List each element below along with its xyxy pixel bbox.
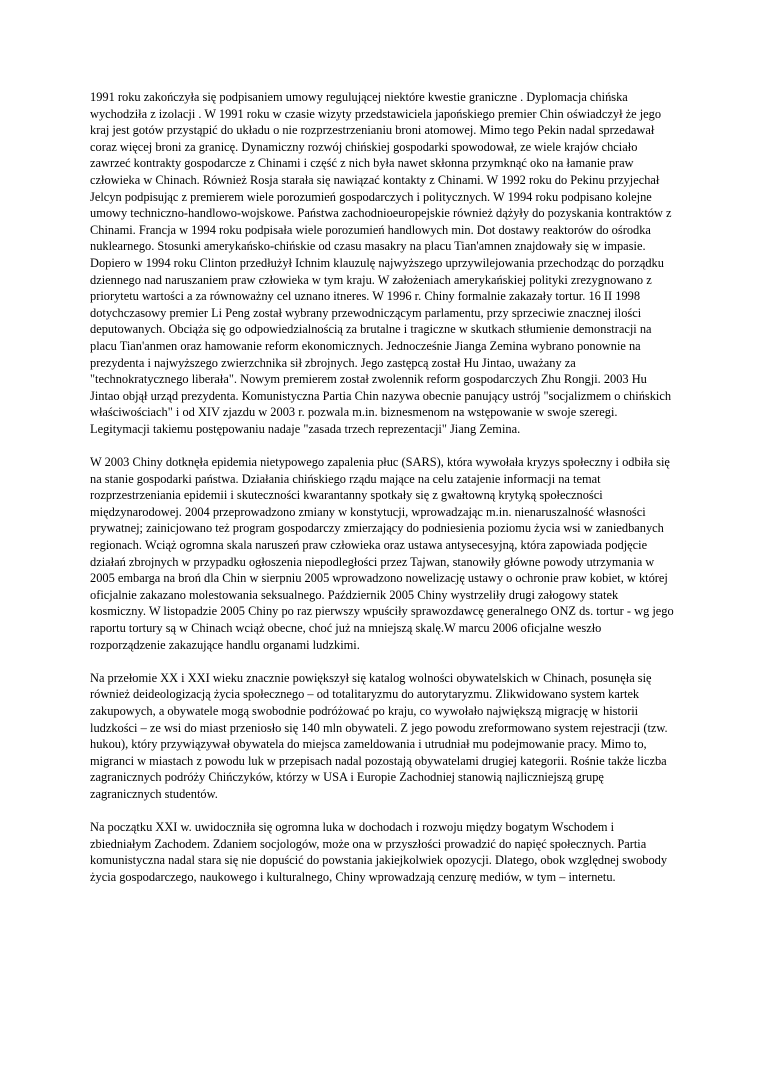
paragraph-2: W 2003 Chiny dotknęła epidemia nietypowego zapalenia płuc (SARS), która wywołała kryzys społeczny i odbiła się na stanie gospodarki państwa. Działania chińskiego rządu mające na celu zatajenie informacji na temat rozprzestrzeniania epidemii i skuteczności kwarantanny spotkały się z gwałtowną krytyką społeczności międzynarodowej. 2004 przeprowadzono zmiany w konstytucji, wprowadzając m.in. nienaruszalność własności prywatnej; zainicjowano też program gospodarczy zmierzający do podniesienia poziomu życia wsi w zaniedbanych regionach. Wciąż ogromna skala naruszeń praw człowieka oraz ustawa antysecesyjną, która zapowiada podjęcie działań zbrojnych w przypadku ogłoszenia niepodległości przez Tajwan, stanowiły główne powody utrzymania w 2005 embarga na broń dla Chin w sierpniu 2005 wprowadzono nowelizację ustawy o ochronie praw kobiet, w której oficjalnie zakazano molestowania seksualnego. Październik 2005 Chiny wystrzeliły drugi załogowy statek kosmiczny. W listopadzie 2005 Chiny po raz pierwszy wpuściły sprawozdawcę generalnego ONZ ds. tortur - wg jego raportu tortury są w Chinach wciąż obecne, choć już na mniejszą skalę.W marcu 2006 oficjalne weszło rozporządzenie zakazujące handlu organami ludzkimi.: [90, 455, 674, 652]
document-page: [90, 89, 674, 886]
paragraph-4: Na początku XXI w. uwidoczniła się ogromna luka w dochodach i rozwoju między bogatym Wschodem i zbiedniałym Zachodem. Zdaniem socjologów, może ona w przyszłości prowadzić do napięć społecznych. Partia komunistyczna nadal stara się nie dopuścić do powstania jakiejkolwiek opozycji. Dlatego, obok względnej swobody życia gospodarczego, naukowego i kulturalnego, Chiny wprowadzają cenzurę mediów, w tym – internetu.: [90, 820, 668, 884]
paragraph-3: Na przełomie XX i XXI wieku znacznie powiększył się katalog wolności obywatelskich w Chinach, posunęła się również deideologizacją życia społecznego – od totalitaryzmu do autorytaryzmu. Zlikwidowano system kartek zakupowych, a obywatele mogą swobodnie podróżować po kraju, co wywołało największą migrację w historii ludzkości – ze wsi do miast przeniosło się 140 mln obywateli. Z jego powodu zreformowano system rejestracji (tzw. hukou), który przywiązywał obywatela do miejsca zameldowania i utrudniał mu podejmowanie pracy. Mimo to, migranci w miastach z powodu luk w przepisach nadal pozostają obywatelami drugiej kategorii. Rośnie także liczba zagranicznych podróży Chińczyków, którzy w USA i Europie Zachodniej stanowią najliczniejszą grupę zagranicznych studentów.: [90, 670, 668, 801]
paragraph-1: 1991 roku zakończyła się podpisaniem umowy regulującej niektóre kwestie graniczne . Dyplomacja chińska wychodziła z izolacji . W 1991 roku w czasie wizyty przedstawiciela japońskiego premier Chin oświadczył że jego kraj jest gotów przystąpić do układu o nie rozprzestrzenianiu broni atomowej. Mimo tego Pekin nadal sprzedawał coraz więcej broni za granicę. Dynamiczny rozwój chińskiej gospodarki spowodował, ze wiele krajów chciało zawrzeć kontrakty gospodarcze z Chinami i część z nich była nawet skłonna przymknąć oko na łamanie praw człowieka w Chinach. Również Rosja starała się nawiązać kontakty z Chinami. W 1992 roku do Pekinu przyjechał Jelcyn podpisując z premierem wiele porozumień gospodarczych i politycznych. W 1994 roku podpisano kolejne umowy techniczno-handlowo-wojskowe. Państwa zachodnioeuropejskie również dążyły do pozyskania kontraktów z Chinami. Francja w 1994 roku podpisała wiele porozumień handlowych min. Dot dostawy reaktorów do ośrodka nuklearnego. Stosunki amerykańsko-chińskie od czasu masakry na placu Tian'amnen znajdowały się w impasie. Dopiero w 1994 roku Clinton przedłużył Ichnim klauzulę najwyższego uprzywilejowania przechodząc do porządku dziennego nad naruszaniem praw człowieka w tym kraju. W założeniach amerykańskiej polityki zrezygnowano z priorytetu wartości a za równoważny cel uznano itneres. W 1996 r. Chiny formalnie zakazały tortur. 16 II 1998 dotychczasowy premier Li Peng został wybrany przewodniczącym parlamentu, przy sprzeciwie znacznej ilości deputowanych. Obciąża się go odpowiedzialnością za brutalne i tragiczne w skutkach stłumienie demonstracji na placu Tian'anmen oraz hamowanie reform ekonomicznych. Jednocześnie Jianga Zemina wybrano ponownie na prezydenta i najwyższego zwierzchnika sił zbrojnych. Jego zastępcą został Hu Jintao, uważany za "technokratycznego liberała". Nowym premierem został zwolennik reform gospodarczych Zhu Rongji. 2003 Hu Jintao objął urząd prezydenta. Komunistyczna Partia Chin nazywa obecnie panujący ustrój "socjalizmem o chińskich właściwościach" i od XIV zjazdu w 2003 r. pozwala m.in. biznesmenom na wstępowanie w swoje szeregi. Legitymacji takiemu postępowaniu nadaje "zasada trzech reprezentacji" Jiang Zemina.: [90, 90, 672, 436]
